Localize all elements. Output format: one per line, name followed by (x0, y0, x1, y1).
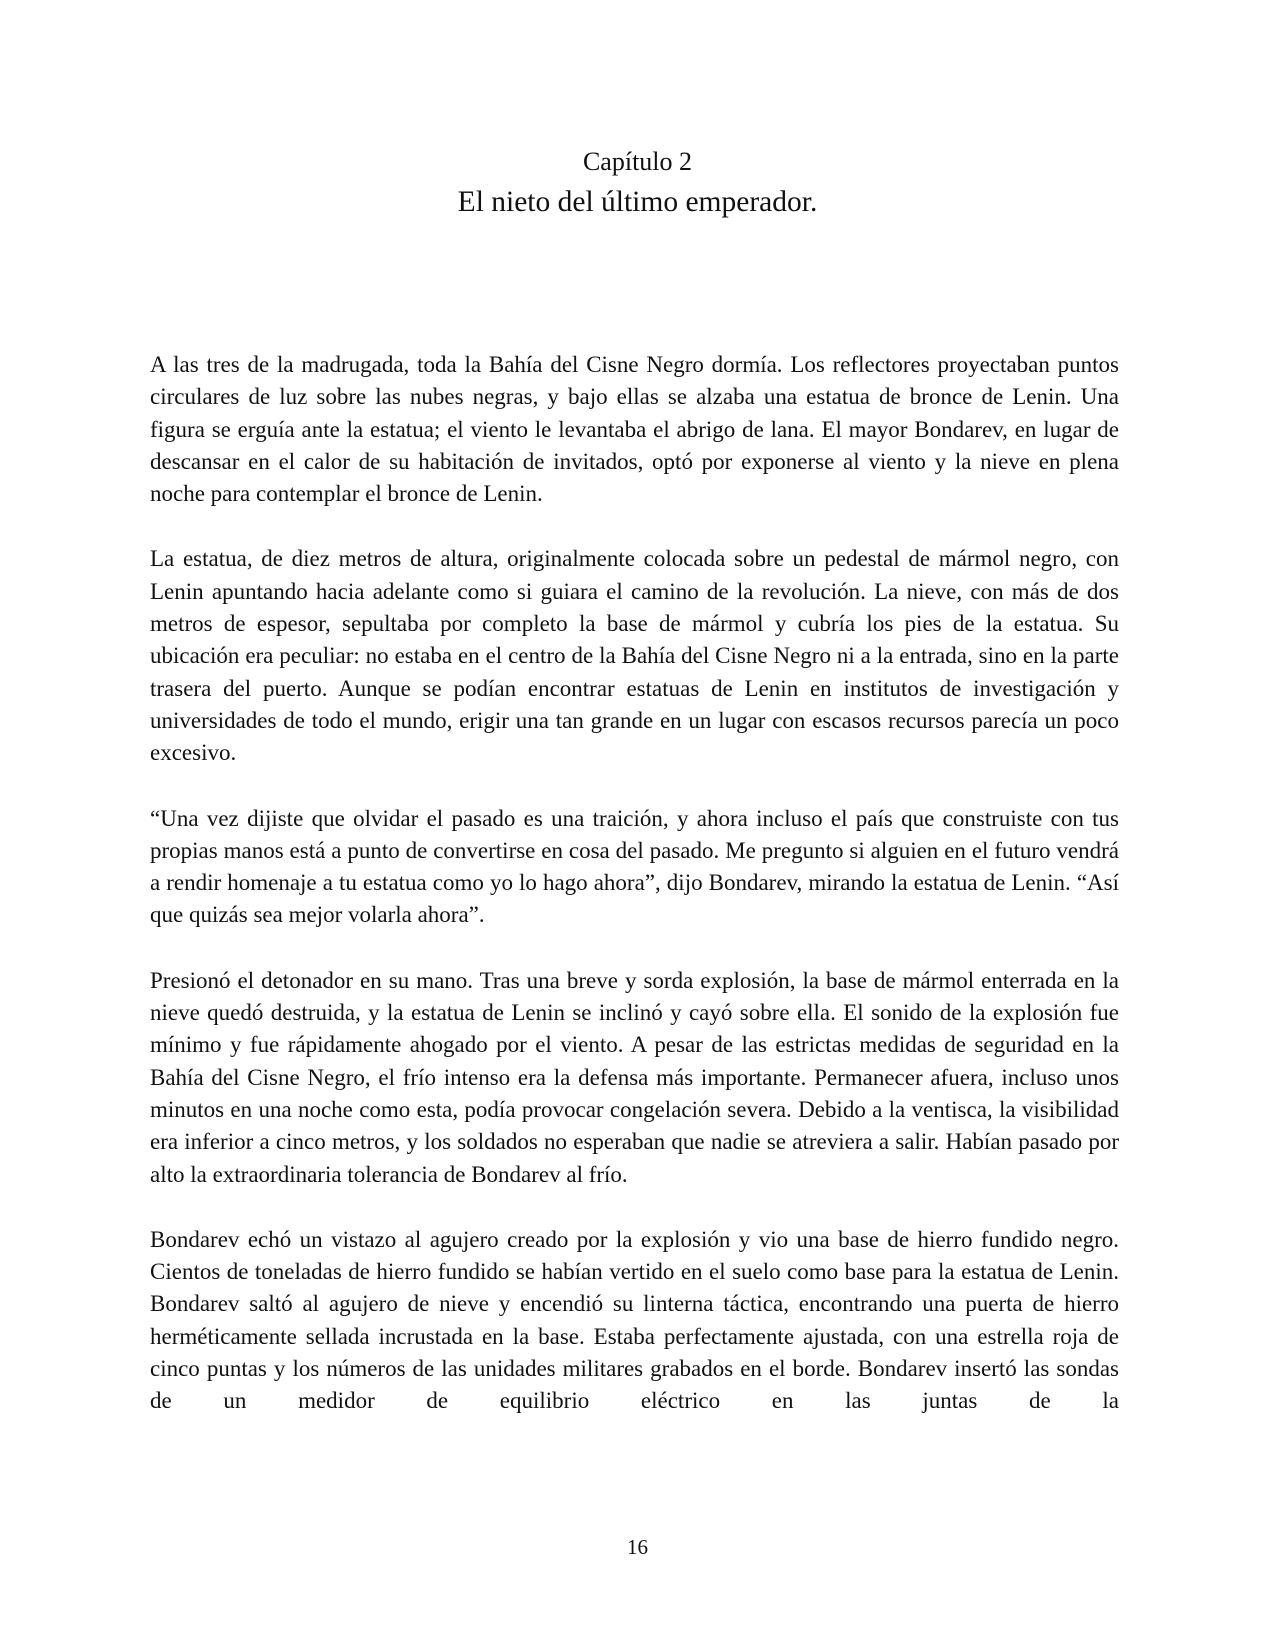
paragraph: “Una vez dijiste que olvidar el pasado es una traición, y ahora incluso el país que construiste con tus propias manos está a punto de convertirse en cosa del pasado. Me pregunto si alguien en el futuro vendrá a rendir homenaje a tu estatua como yo lo hago ahora”, dijo Bondarev, mirando la estatua de Lenin. “Así que quizás sea mejor volarla ahora”. (150, 805, 1119, 928)
chapter-title: El nieto del último emperador. (457, 186, 818, 218)
chapter-number: Capítulo 2 (582, 147, 693, 176)
paragraph: Bondarev echó un vistazo al agujero creado por la explosión y vio una base de hierro fundido negro. Cientos de toneladas de hierro fundido se habían vertido en el suelo como base para la estatua de Lenin. Bondarev saltó al agujero de nieve y encendió su linterna táctica, encontrando una puerta de hierro herméticamente sellada incrustada en la base. Estaba perfectamente ajustada, con una estrella roja de cinco puntas y los números de las unidades militares grabados en el borde. Bondarev insertó las sondas de un medidor de equilibrio eléctrico en las juntas de la (150, 1226, 1119, 1414)
paragraph: A las tres de la madrugada, toda la Bahía del Cisne Negro dormía. Los reflectores proyectaban puntos circulares de luz sobre las nubes negras, y bajo ellas se alzaba una estatua de bronce de Lenin. Una figura se erguía ante la estatua; el viento le levantaba el abrigo de lana. El mayor Bondarev, en lugar de descansar en el calor de su habitación de invitados, optó por exponerse al viento y la nieve en plena noche para contemplar el bronce de Lenin. (150, 352, 1119, 507)
page-number: 16 (627, 1535, 648, 1559)
paragraph: Presionó el detonador en su mano. Tras una breve y sorda explosión, la base de mármol enterrada en la nieve quedó destruida, y la estatua de Lenin se inclinó y cayó sobre ella. El sonido de la explosión fue mínimo y fue rápidamente ahogado por el viento. A pesar de las estrictas medidas de seguridad en la Bahía del Cisne Negro, el frío intenso era la defensa más importante. Permanecer afuera, incluso unos minutos en una noche como esta, podía provocar congelación severa. Debido a la ventisca, la visibilidad era inferior a cinco metros, y los soldados no esperaban que nadie se atreviera a salir. Habían pasado por alto la extraordinaria tolerancia de Bondarev al frío. (150, 967, 1119, 1187)
body-text (150, 349, 1119, 1418)
paragraph: La estatua, de diez metros de altura, originalmente colocada sobre un pedestal de mármol negro, con Lenin apuntando hacia adelante como si guiara el camino de la revolución. La nieve, con más de dos metros de espesor, sepultaba por completo la base de mármol y cubría los pies de la estatua. Su ubicación era peculiar: no estaba en el centro de la Bahía del Cisne Negro ni a la entrada, sino en la parte trasera del puerto. Aunque se podían encontrar estatuas de Lenin en institutos de investigación y universidades de todo el mundo, erigir una tan grande en un lugar con escasos recursos parecía un poco excesivo. (150, 546, 1119, 766)
